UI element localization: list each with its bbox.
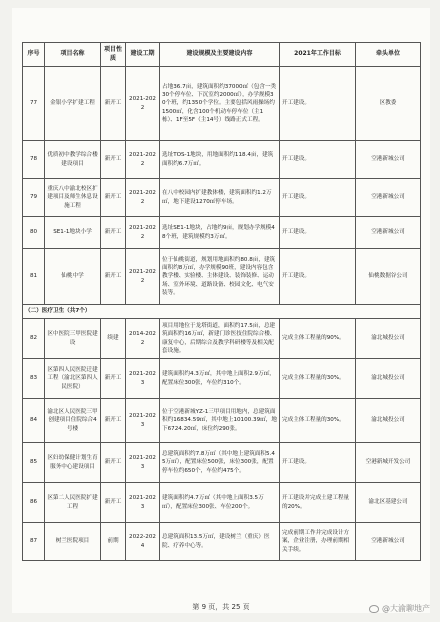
cell-name: 重庆八中渝北校区扩建项目及师生休息设施工程 xyxy=(45,179,101,217)
cell-nature: 续建 xyxy=(101,319,126,359)
cell-unit: 区教委 xyxy=(356,67,421,141)
cell-name: 区第二人民医院扩建工程 xyxy=(45,483,101,523)
cell-target: 开工建设。 xyxy=(280,141,356,179)
cell-nature: 新开工 xyxy=(101,483,126,523)
cell-target: 开工建设。 xyxy=(280,443,356,483)
project-table xyxy=(22,42,421,561)
cell-period: 2022-2024 xyxy=(126,523,160,561)
header-period: 建设工期 xyxy=(126,43,160,67)
table-row xyxy=(23,359,421,399)
cell-unit: 空港新城公司 xyxy=(356,179,421,217)
header-unit: 牵头单位 xyxy=(356,43,421,67)
cell-period: 2021-2022 xyxy=(126,249,160,305)
header-name: 项目名称 xyxy=(45,43,101,67)
cell-unit: 渝北城投公司 xyxy=(356,399,421,443)
header-no: 序号 xyxy=(23,43,45,67)
cell-unit: 渝北区基建公司 xyxy=(356,483,421,523)
table-row xyxy=(23,443,421,483)
cell-unit: 空港新城公司 xyxy=(356,523,421,561)
cell-nature: 新开工 xyxy=(101,443,126,483)
cell-period: 2021-2023 xyxy=(126,359,160,399)
cell-target: 完成主体工程量的30%。 xyxy=(280,399,356,443)
watermark-text: @大渝聊地产 xyxy=(382,604,430,613)
cell-period: 2021-2022 xyxy=(126,141,160,179)
cell-name: 区妇幼保健计划生育服务中心建设项目 xyxy=(45,443,101,483)
table-row xyxy=(23,319,421,359)
cell-content: 总建筑面积约7.8万㎡（其中地上建筑面积5.45万㎡），配置床位500张，床位300张，配置停车位约650个，车位约475个。 xyxy=(160,443,280,483)
cell-no: 81 xyxy=(23,249,45,305)
cell-target: 完成主体工程量的90%。 xyxy=(280,319,356,359)
header-nature: 项目性质 xyxy=(101,43,126,67)
cell-target: 开工建设。 xyxy=(280,249,356,305)
cell-no: 87 xyxy=(23,523,45,561)
table-row xyxy=(23,483,421,523)
cell-content: 位于仙桃街道，规划用地面积约80.8亩，建筑面积约8万㎡，办学规模90班，建设内容包含教学楼、实验楼、主体建设、装饰装修、运动场、室外环境、道路设备、校园文化、电气安装等。 xyxy=(160,249,280,305)
cell-no: 78 xyxy=(23,141,45,179)
cell-period: 2021-2023 xyxy=(126,399,160,443)
page-number: 第 9 页，共 25 页 xyxy=(192,603,250,611)
cell-nature: 新开工 xyxy=(101,217,126,249)
cell-name: 仙桃中学 xyxy=(45,249,101,305)
cell-no: 77 xyxy=(23,67,45,141)
cell-content: 建筑面积约4.3万㎡，其中地上面积2.9万㎡，配置床位300张，车位约310个。 xyxy=(160,359,280,399)
cell-unit: 空港新城开发公司 xyxy=(356,443,421,483)
cell-name: SE1-1地块小学 xyxy=(45,217,101,249)
cell-content: 选址SE1-1地块，占地约9亩，规划办学规模48个班，建筑规模约3万㎡。 xyxy=(160,217,280,249)
cell-no: 80 xyxy=(23,217,45,249)
cell-nature: 新开工 xyxy=(101,399,126,443)
table-row xyxy=(23,249,421,305)
cell-target: 开工建设。 xyxy=(280,179,356,217)
cell-content: 在八中校园内扩建教体楼，建筑面积约1.2万㎡，地下建设1270㎡停车场。 xyxy=(160,179,280,217)
cell-name: 金银小学扩建工程 xyxy=(45,67,101,141)
cell-content: 总建筑面积13.5万㎡，建设树兰（重庆）医院、疗养中心等。 xyxy=(160,523,280,561)
cell-period: 2014-2022 xyxy=(126,319,160,359)
cell-name: 渝北区人民医院三甲创建项目住院综合4号楼 xyxy=(45,399,101,443)
cell-name: 树兰医院项目 xyxy=(45,523,101,561)
cell-unit: 渝北城投公司 xyxy=(356,359,421,399)
table-row xyxy=(23,67,421,141)
cell-nature: 新开工 xyxy=(101,141,126,179)
table-row xyxy=(23,399,421,443)
header-target: 2021年工作目标 xyxy=(280,43,356,67)
document-page xyxy=(12,8,430,613)
cell-nature: 新开工 xyxy=(101,67,126,141)
cell-target: 完成前期工作并完成设计方案，企业注册，办理前期相关手续。 xyxy=(280,523,356,561)
cell-target: 开工建设。 xyxy=(280,67,356,141)
cell-name: 区第四人民医院迁建工程（渝北区第四人民医院） xyxy=(45,359,101,399)
cell-no: 83 xyxy=(23,359,45,399)
cell-content: 建筑面积约4.7万㎡（其中地上面积3.5万㎡），配置床位300张、车位200个。 xyxy=(160,483,280,523)
cell-nature: 新开工 xyxy=(101,249,126,305)
cell-content: 项目用地位于龙塔街道，面积约17.5亩，总建筑面积约16万㎡，新建门诊医技住院综合楼、康复中心，后期综合及教学科研楼等及相关配套设施。 xyxy=(160,319,280,359)
table-row xyxy=(23,217,421,249)
cell-target: 开工建设并完成土建工程量的20%。 xyxy=(280,483,356,523)
header-content: 建设规模及主要建设内容 xyxy=(160,43,280,67)
cell-no: 82 xyxy=(23,319,45,359)
table-header-row xyxy=(23,43,421,67)
cell-name: 优质初中教学综合楼建设项目 xyxy=(45,141,101,179)
cell-unit: 空港新城公司 xyxy=(356,141,421,179)
cell-nature: 新开工 xyxy=(101,179,126,217)
cell-name: 区中医院三甲医院建设 xyxy=(45,319,101,359)
cell-no: 86 xyxy=(23,483,45,523)
section-title: （二）医疗卫生（共7个） xyxy=(23,305,421,319)
cell-target: 完成主体工程量的30%。 xyxy=(280,359,356,399)
section-row-medical xyxy=(23,305,421,319)
cell-no: 79 xyxy=(23,179,45,217)
cell-unit: 空港新城公司 xyxy=(356,217,421,249)
table-row xyxy=(23,141,421,179)
cell-period: 2021-2022 xyxy=(126,217,160,249)
cell-content: 占地36.7亩，建筑面积约37000㎡（包含一类30个停车位、下沉室约2000㎡），办学规模30个班，约1350个学位。主要包括风雨操场约1500㎡，化含100个机动车停车位（主1栋）、1F至5F（主14号）线路正式工程。 xyxy=(160,67,280,141)
watermark xyxy=(369,603,430,614)
cell-period: 2021-2023 xyxy=(126,483,160,523)
cell-no: 85 xyxy=(23,443,45,483)
weibo-icon xyxy=(369,605,379,613)
cell-no: 84 xyxy=(23,399,45,443)
cell-content: 位于空港新城YZ-1三甲项目用地内，总建筑面积约16834.59㎡，其中地上10100.39㎡，地下6724.20㎡，床位约290张。 xyxy=(160,399,280,443)
cell-unit: 渝北城投公司 xyxy=(356,319,421,359)
cell-nature: 新开工 xyxy=(101,359,126,399)
cell-period: 2021-2022 xyxy=(126,179,160,217)
cell-unit: 仙桃数据谷公司 xyxy=(356,249,421,305)
cell-target: 开工建设。 xyxy=(280,217,356,249)
cell-nature: 前期 xyxy=(101,523,126,561)
cell-period: 2021-2023 xyxy=(126,443,160,483)
cell-period: 2021-2022 xyxy=(126,67,160,141)
cell-content: 选址TOS-1地块，用地面积约118.4亩，建筑面积约6.7万㎡。 xyxy=(160,141,280,179)
table-row xyxy=(23,179,421,217)
table-row xyxy=(23,523,421,561)
